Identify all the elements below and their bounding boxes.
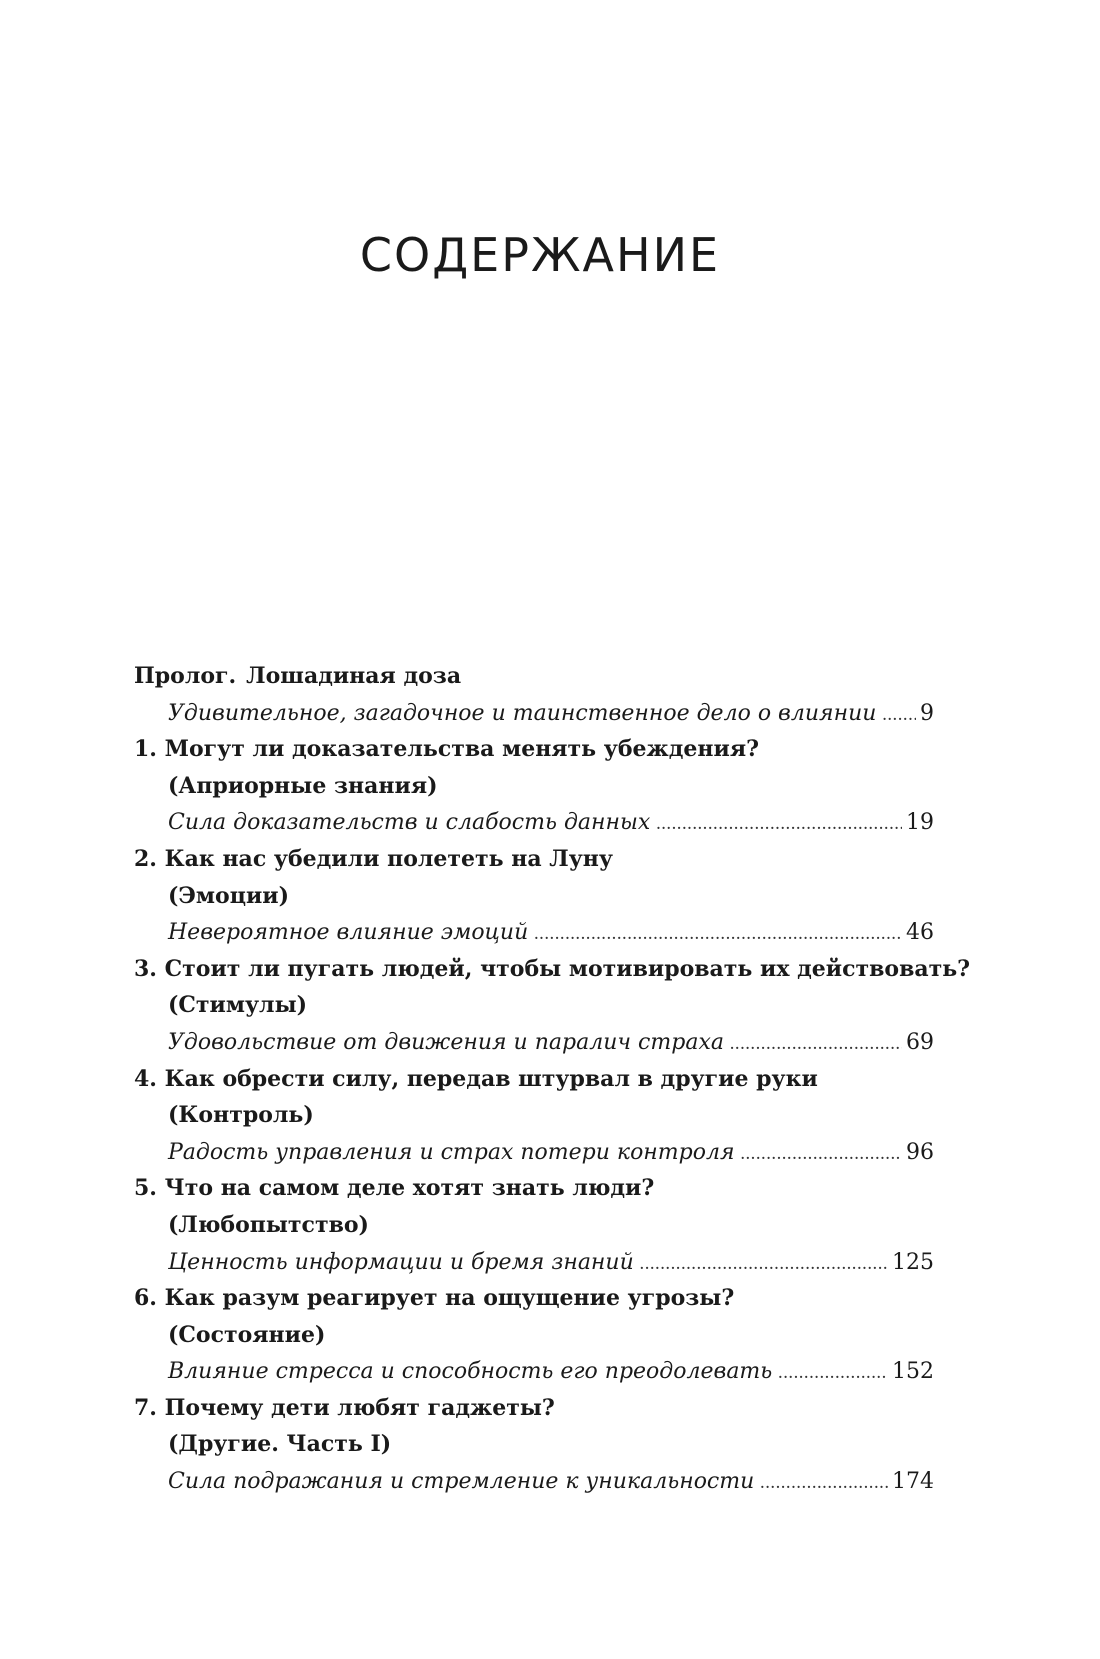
entry-title: Лошадиная доза bbox=[246, 663, 462, 689]
entry-description: Радость управления и страх потери контроля bbox=[168, 1139, 735, 1165]
entry-title-line bbox=[134, 1170, 934, 1207]
toc-entry-chapter-4 bbox=[134, 1061, 934, 1171]
entry-description-line bbox=[134, 804, 934, 841]
entry-description: Удивительное, загадочное и таинственное дело о влиянии bbox=[168, 700, 877, 726]
entry-subtitle: (Стимулы) bbox=[168, 992, 308, 1019]
entry-description-line bbox=[134, 695, 934, 732]
entry-number: 5. bbox=[134, 1175, 157, 1202]
entry-title: Могут ли доказательства менять убеждения? bbox=[164, 736, 759, 763]
entry-title: Стоит ли пугать людей, чтобы мотивировать их действовать? bbox=[164, 955, 971, 982]
entry-page-number: 174 bbox=[892, 1469, 934, 1495]
entry-description: Невероятное влияние эмоций bbox=[168, 920, 529, 946]
entry-number: 2. bbox=[134, 845, 157, 872]
entry-subtitle: (Любопытство) bbox=[168, 1211, 369, 1238]
toc-entry-chapter-3 bbox=[134, 951, 971, 1061]
entry-number: Пролог. bbox=[134, 663, 237, 689]
toc-entry-chapter-7 bbox=[134, 1390, 934, 1500]
toc-entry-prologue bbox=[134, 658, 934, 731]
entry-description: Влияние стресса и способность его преодолевать bbox=[168, 1359, 773, 1385]
entry-description-line bbox=[134, 1134, 934, 1171]
entry-title-line bbox=[134, 731, 934, 768]
dot-leader bbox=[778, 1353, 888, 1393]
entry-title: Как нас убедили полететь на Луну bbox=[164, 845, 613, 872]
entry-subtitle: (Другие. Часть I) bbox=[168, 1431, 392, 1458]
entry-description-line bbox=[134, 1244, 934, 1281]
entry-description-line bbox=[134, 1463, 934, 1500]
entry-description-line bbox=[134, 914, 934, 951]
table-of-contents bbox=[134, 658, 971, 1500]
entry-title: Как разум реагирует на ощущение угрозы? bbox=[164, 1285, 735, 1312]
page-title: СОДЕРЖАНИЕ bbox=[359, 228, 721, 282]
entry-title-line bbox=[134, 1390, 934, 1427]
entry-subtitle: (Априорные знания) bbox=[168, 772, 438, 799]
entry-number: 6. bbox=[134, 1285, 157, 1312]
entry-page-number: 125 bbox=[892, 1249, 934, 1275]
entry-page-number: 19 bbox=[906, 810, 934, 836]
entry-page-number: 96 bbox=[906, 1139, 934, 1165]
entry-title-line bbox=[134, 1061, 934, 1098]
dot-leader bbox=[741, 1134, 902, 1174]
entry-title-line bbox=[134, 841, 934, 878]
entry-title: Что на самом деле хотят знать люди? bbox=[164, 1175, 655, 1202]
entry-description: Сила доказательств и слабость данных bbox=[168, 810, 651, 836]
entry-page-number: 152 bbox=[892, 1359, 934, 1385]
entry-description: Сила подражания и стремление к уникальности bbox=[168, 1469, 755, 1495]
entry-title: Почему дети любят гаджеты? bbox=[164, 1394, 555, 1421]
entry-title: Как обрести силу, передав штурвал в другие руки bbox=[164, 1065, 818, 1092]
entry-description-line bbox=[134, 1024, 934, 1061]
entry-page-number: 69 bbox=[906, 1029, 934, 1055]
dot-leader bbox=[730, 1024, 902, 1064]
entry-title-line bbox=[134, 658, 934, 695]
entry-title-line bbox=[134, 1280, 934, 1317]
entry-number: 3. bbox=[134, 955, 157, 982]
entry-number: 4. bbox=[134, 1065, 157, 1092]
entry-number: 7. bbox=[134, 1394, 157, 1421]
entry-subtitle: (Контроль) bbox=[168, 1102, 314, 1129]
dot-leader bbox=[882, 695, 916, 735]
dot-leader bbox=[656, 804, 902, 844]
dot-leader bbox=[760, 1463, 888, 1503]
toc-entry-chapter-1 bbox=[134, 731, 934, 841]
entry-description-line bbox=[134, 1353, 934, 1390]
entry-title-line bbox=[134, 951, 971, 988]
entry-page-number: 46 bbox=[906, 920, 934, 946]
entry-description: Ценность информации и бремя знаний bbox=[168, 1249, 634, 1275]
dot-leader bbox=[534, 914, 902, 954]
entry-description: Удовольствие от движения и паралич страха bbox=[168, 1029, 724, 1055]
toc-entry-chapter-2 bbox=[134, 841, 934, 951]
entry-subtitle: (Эмоции) bbox=[168, 882, 289, 909]
entry-subtitle: (Состояние) bbox=[168, 1321, 326, 1348]
dot-leader bbox=[640, 1244, 888, 1284]
entry-number: 1. bbox=[134, 736, 157, 763]
entry-page-number: 9 bbox=[920, 700, 934, 726]
toc-entry-chapter-6 bbox=[134, 1280, 934, 1390]
toc-entry-chapter-5 bbox=[134, 1170, 934, 1280]
